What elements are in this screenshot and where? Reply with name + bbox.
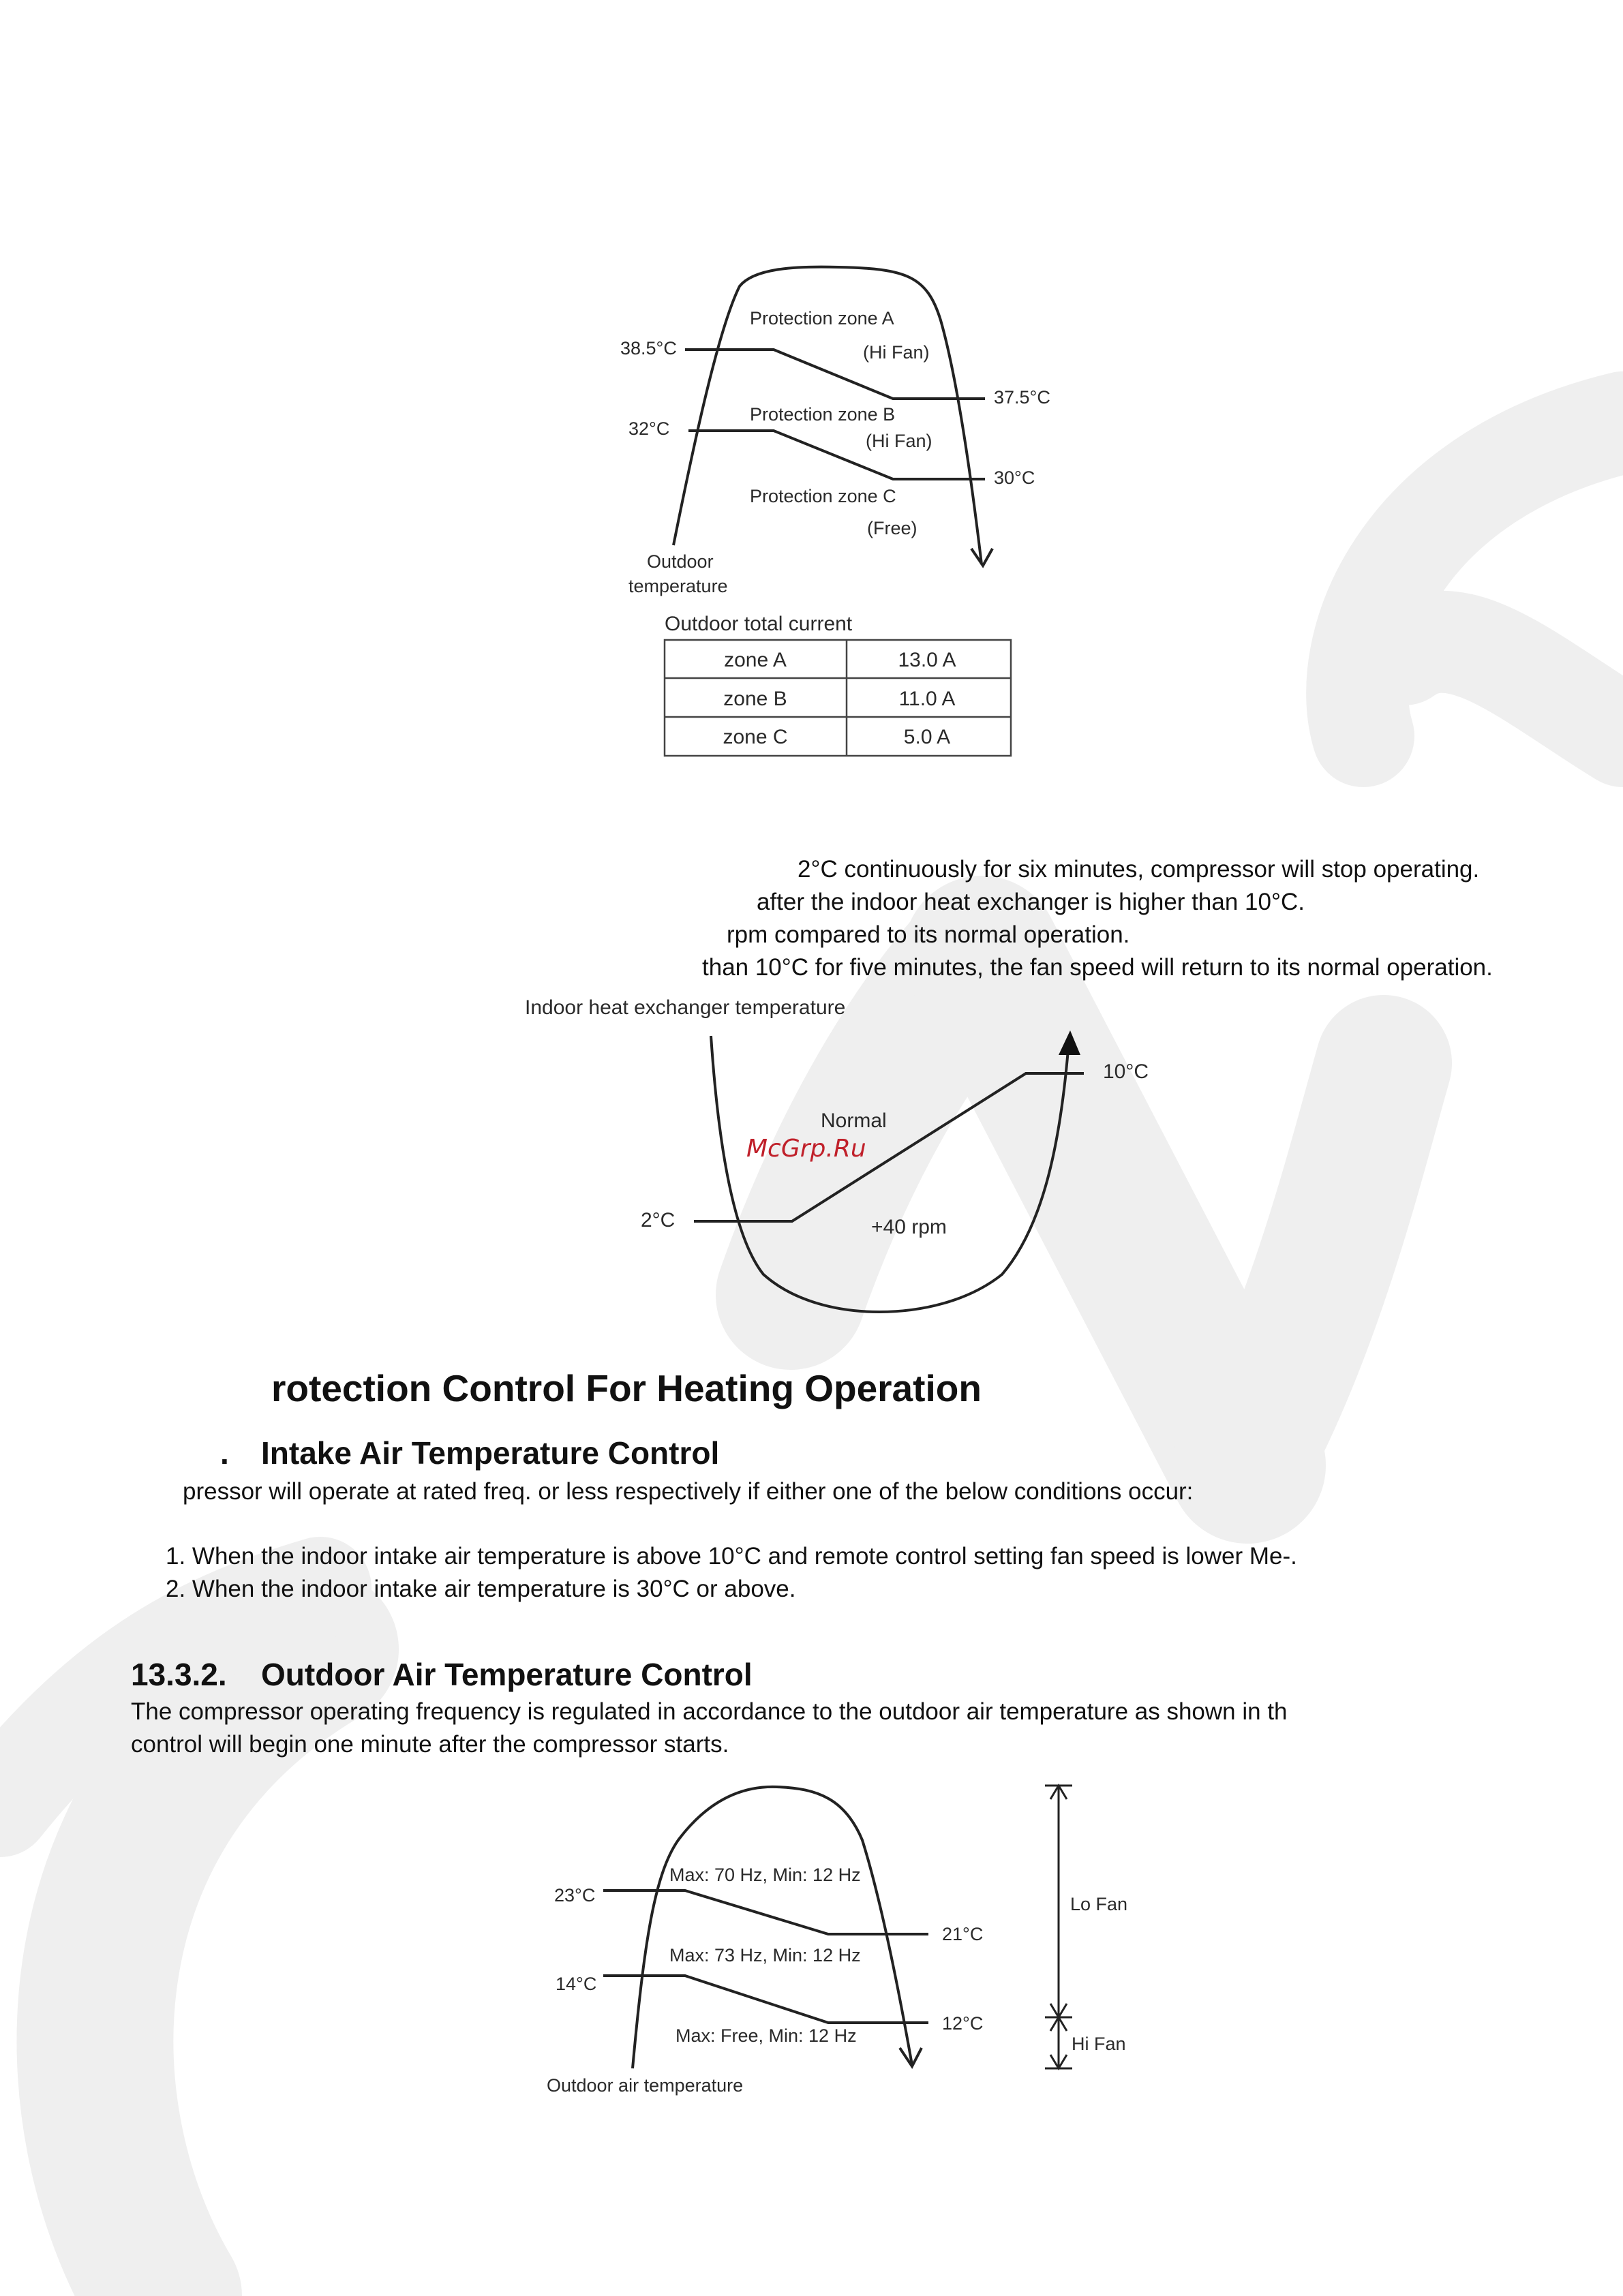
hi-fan-label: Hi Fan: [1072, 2034, 1126, 2054]
subsection-number: .: [220, 1435, 229, 1471]
freeze-diagram-title: Indoor heat exchanger temperature: [525, 996, 846, 1019]
condition-item: 1. When the indoor intake air temperature is above 10°C and remote control setting fan speed is lower Me-.: [166, 1543, 1297, 1570]
temp-21-label: 21°C: [942, 1924, 984, 1944]
temp-2-label: 2°C: [641, 1209, 676, 1231]
rpm-label: +40 rpm: [871, 1216, 947, 1238]
temp-32-label: 32°C: [628, 418, 670, 439]
zone-top-frequency: Max: 70 Hz, Min: 12 Hz: [669, 1865, 861, 1885]
axis-label-temperature: temperature: [628, 576, 728, 596]
table-row-current: 13.0 A: [898, 649, 956, 671]
fan-range-bracket: [1045, 1786, 1072, 2068]
normal-label: Normal: [821, 1109, 887, 1132]
zone-a-label: Protection zone A: [750, 308, 894, 328]
zone-c-fan-label: (Free): [867, 518, 917, 538]
lower-boundary: [603, 1976, 928, 2023]
condition-item: 2. When the indoor intake air temperature is 30°C or above.: [166, 1576, 796, 1602]
temp-37-5-label: 37.5°C: [994, 387, 1050, 408]
subsection-number: 13.3.2.: [131, 1657, 227, 1692]
temp-14-label: 14°C: [556, 1974, 597, 1994]
freeze-line-3: rpm compared to its normal operation.: [727, 921, 1130, 948]
freeze-line-1: 2°C continuously for six minutes, compressor will stop operating.: [798, 856, 1480, 883]
temp-23-label: 23°C: [554, 1885, 596, 1905]
temp-38-5-label: 38.5°C: [620, 338, 677, 358]
table-row-current: 11.0 A: [898, 688, 956, 710]
outdoor-paragraph-line-2: control will begin one minute after the compressor starts.: [131, 1731, 729, 1758]
temp-12-label: 12°C: [942, 2013, 984, 2034]
zone-mid-frequency: Max: 73 Hz, Min: 12 Hz: [669, 1945, 861, 1965]
freeze-line-2: after the indoor heat exchanger is higher than 10°C.: [757, 889, 1305, 915]
table-row-zone: zone A: [724, 649, 787, 671]
subsection-title-outdoor: Outdoor Air Temperature Control: [261, 1657, 753, 1692]
heating-section-heading: rotection Control For Heating Operation: [271, 1367, 982, 1409]
temp-30-label: 30°C: [994, 468, 1035, 488]
freeze-line-4: than 10°C for five minutes, the fan speed will return to its normal operation.: [702, 954, 1493, 981]
table-row-current: 5.0 A: [903, 726, 951, 748]
temp-10-label: 10°C: [1103, 1060, 1149, 1083]
subsection-title-intake: Intake Air Temperature Control: [261, 1435, 720, 1471]
lo-fan-label: Lo Fan: [1070, 1894, 1128, 1914]
watermark-text: McGrp.Ru: [746, 1135, 866, 1163]
zone-c-label: Protection zone C: [750, 486, 896, 506]
outdoor-air-temperature-label: Outdoor air temperature: [547, 2075, 744, 2096]
intake-intro: pressor will operate at rated freq. or less respectively if either one of the below conditions occur:: [183, 1478, 1194, 1505]
zone-b-fan-label: (Hi Fan): [866, 431, 932, 451]
zone-a-fan-label: (Hi Fan): [863, 342, 930, 363]
table-row-zone: zone B: [723, 688, 787, 710]
zone-bottom-frequency: Max: Free, Min: 12 Hz: [676, 2025, 857, 2046]
current-table-title: Outdoor total current: [665, 613, 853, 635]
outdoor-paragraph-line-1: The compressor operating frequency is regulated in accordance to the outdoor air temperature as shown in th: [131, 1698, 1288, 1725]
axis-label-outdoor: Outdoor: [647, 551, 714, 572]
zone-b-label: Protection zone B: [750, 404, 896, 425]
table-row-zone: zone C: [723, 726, 788, 748]
